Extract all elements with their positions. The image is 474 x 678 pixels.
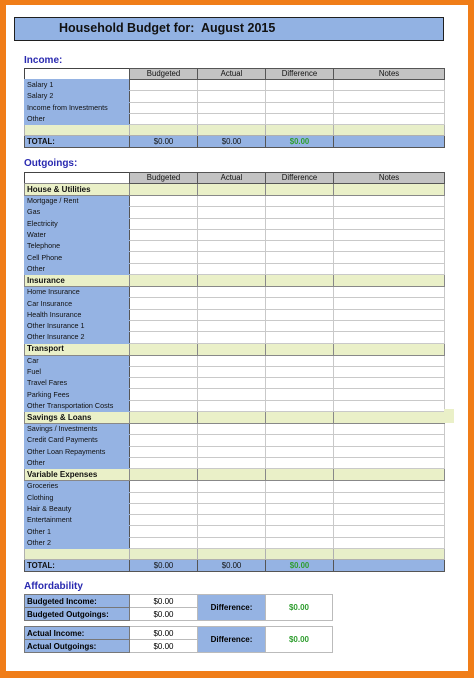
row-label: Hair & Beauty <box>25 503 130 514</box>
category-name: Savings & Loans <box>25 412 130 424</box>
table-row <box>25 80 445 91</box>
row-label: Car <box>25 355 130 366</box>
outgoings-col-header: Notes <box>334 173 445 184</box>
entry-cell[interactable] <box>130 113 198 124</box>
table-row <box>25 102 445 113</box>
entry-cell[interactable] <box>334 241 445 252</box>
budgeted-income-value[interactable]: $0.00 <box>130 595 198 608</box>
row-label: Income from Investments <box>25 102 130 113</box>
spacer-cell <box>130 125 198 136</box>
entry-cell[interactable] <box>266 287 334 298</box>
spacer-row <box>25 125 445 136</box>
entry-cell[interactable] <box>266 400 334 411</box>
entry-cell[interactable] <box>334 503 445 514</box>
row-label: Other Insurance 2 <box>25 332 130 343</box>
total-notes <box>334 560 445 572</box>
income-heading: Income: <box>24 55 63 66</box>
category-name: Insurance <box>25 275 130 287</box>
actual-difference-label: Difference: <box>198 627 266 653</box>
category-row <box>25 343 445 355</box>
entry-cell[interactable] <box>130 537 198 548</box>
entry-cell[interactable] <box>130 457 198 468</box>
entry-cell[interactable] <box>334 366 445 377</box>
row-label: Entertainment <box>25 515 130 526</box>
entry-cell[interactable] <box>198 229 266 240</box>
outgoings-header-row <box>25 173 445 184</box>
entry-cell[interactable] <box>266 457 334 468</box>
entry-cell[interactable] <box>130 332 198 343</box>
spacer-cell <box>334 125 445 136</box>
entry-cell[interactable] <box>334 446 445 457</box>
row-label: Electricity <box>25 218 130 229</box>
category-cell <box>130 184 198 196</box>
category-cell <box>334 275 445 287</box>
row-label: Other <box>25 113 130 124</box>
budgeted-outgoings-label: Budgeted Outgoings: <box>25 608 130 621</box>
entry-cell[interactable] <box>198 503 266 514</box>
row-label: Salary 1 <box>25 80 130 91</box>
income-col-header: Difference <box>266 69 334 80</box>
category-cell <box>334 412 445 424</box>
affordability-heading: Affordability <box>24 581 83 592</box>
affordability-budgeted <box>24 594 333 621</box>
spacer-cell <box>266 125 334 136</box>
table-row <box>25 320 445 331</box>
table-row <box>25 515 445 526</box>
entry-cell[interactable] <box>334 309 445 320</box>
table-row <box>25 457 445 468</box>
entry-cell[interactable] <box>198 263 266 274</box>
category-cell <box>198 343 266 355</box>
table-row <box>25 366 445 377</box>
table-row <box>25 378 445 389</box>
total-label: TOTAL: <box>25 560 130 572</box>
category-cell <box>266 184 334 196</box>
entry-cell[interactable] <box>130 229 198 240</box>
entry-cell[interactable] <box>130 207 198 218</box>
entry-cell[interactable] <box>334 457 445 468</box>
entry-cell[interactable] <box>198 424 266 435</box>
category-cell <box>198 275 266 287</box>
title-month: August 2015 <box>201 21 276 35</box>
category-cell <box>334 184 445 196</box>
entry-cell[interactable] <box>266 503 334 514</box>
table-row <box>25 91 445 102</box>
table-row <box>25 492 445 503</box>
entry-cell[interactable] <box>266 355 334 366</box>
budgeted-income-label: Budgeted Income: <box>25 595 130 608</box>
entry-cell[interactable] <box>266 389 334 400</box>
entry-cell[interactable] <box>130 102 198 113</box>
category-cell <box>334 469 445 481</box>
entry-cell[interactable] <box>334 389 445 400</box>
category-row <box>25 412 445 424</box>
entry-cell[interactable] <box>334 320 445 331</box>
total-budgeted: $0.00 <box>130 560 198 572</box>
total-budgeted: $0.00 <box>130 136 198 148</box>
row-label: Other Insurance 1 <box>25 320 130 331</box>
category-cell <box>334 343 445 355</box>
entry-cell[interactable] <box>334 526 445 537</box>
category-name: Variable Expenses <box>25 469 130 481</box>
entry-cell[interactable] <box>266 481 334 492</box>
row-label: Gas <box>25 207 130 218</box>
entry-cell[interactable] <box>130 287 198 298</box>
income-col-header: Notes <box>334 69 445 80</box>
entry-cell[interactable] <box>266 366 334 377</box>
entry-cell[interactable] <box>334 263 445 274</box>
entry-cell[interactable] <box>198 332 266 343</box>
entry-cell[interactable] <box>198 481 266 492</box>
entry-cell[interactable] <box>334 378 445 389</box>
entry-cell[interactable] <box>334 537 445 548</box>
row-label: Credit Card Payments <box>25 435 130 446</box>
entry-cell[interactable] <box>266 309 334 320</box>
entry-cell[interactable] <box>198 287 266 298</box>
row-label: Other Transportation Costs <box>25 400 130 411</box>
outgoings-col-header: Actual <box>198 173 266 184</box>
table-row <box>25 355 445 366</box>
row-label: Other <box>25 263 130 274</box>
row-label: Mortgage / Rent <box>25 196 130 207</box>
entry-cell[interactable] <box>198 355 266 366</box>
income-header-blank <box>25 69 130 80</box>
spacer-cell <box>25 549 130 560</box>
entry-cell[interactable] <box>334 424 445 435</box>
outgoings-table <box>24 172 445 572</box>
entry-cell[interactable] <box>334 515 445 526</box>
entry-cell[interactable] <box>266 196 334 207</box>
income-col-header: Actual <box>198 69 266 80</box>
entry-cell[interactable] <box>334 196 445 207</box>
entry-cell[interactable] <box>198 378 266 389</box>
table-row <box>25 252 445 263</box>
income-header-row <box>25 69 445 80</box>
entry-cell[interactable] <box>266 298 334 309</box>
entry-cell[interactable] <box>334 218 445 229</box>
entry-cell[interactable] <box>266 332 334 343</box>
row-label: Telephone <box>25 241 130 252</box>
category-name: Transport <box>25 343 130 355</box>
budgeted-difference-label: Difference: <box>198 595 266 621</box>
outgoings-heading: Outgoings: <box>24 158 78 169</box>
actual-income-value[interactable]: $0.00 <box>130 627 198 640</box>
affordability-actual <box>24 626 333 653</box>
row-label: Salary 2 <box>25 91 130 102</box>
entry-cell[interactable] <box>334 91 445 102</box>
entry-cell[interactable] <box>198 252 266 263</box>
row-label: Other Loan Repayments <box>25 446 130 457</box>
category-cell <box>130 275 198 287</box>
entry-cell[interactable] <box>130 492 198 503</box>
table-row <box>25 196 445 207</box>
entry-cell[interactable] <box>266 229 334 240</box>
actual-difference-value[interactable]: $0.00 <box>266 627 333 653</box>
entry-cell[interactable] <box>198 515 266 526</box>
table-row <box>25 241 445 252</box>
row-label: Other 1 <box>25 526 130 537</box>
row-label: Clothing <box>25 492 130 503</box>
entry-cell[interactable] <box>130 196 198 207</box>
entry-cell[interactable] <box>266 252 334 263</box>
entry-cell[interactable] <box>334 435 445 446</box>
table-row <box>25 332 445 343</box>
row-label: Travel Fares <box>25 378 130 389</box>
row-label: Parking Fees <box>25 389 130 400</box>
entry-cell[interactable] <box>266 320 334 331</box>
category-cell <box>198 184 266 196</box>
row-label: Fuel <box>25 366 130 377</box>
total-notes <box>334 136 445 148</box>
row-label: Health Insurance <box>25 309 130 320</box>
entry-cell[interactable] <box>130 218 198 229</box>
row-label: Other 2 <box>25 537 130 548</box>
entry-cell[interactable] <box>266 492 334 503</box>
entry-cell[interactable] <box>130 366 198 377</box>
category-cell <box>130 343 198 355</box>
income-col-header: Budgeted <box>130 69 198 80</box>
row-label: Car Insurance <box>25 298 130 309</box>
table-row <box>25 389 445 400</box>
entry-cell[interactable] <box>198 80 266 91</box>
entry-cell[interactable] <box>198 298 266 309</box>
table-row <box>25 503 445 514</box>
entry-cell[interactable] <box>130 80 198 91</box>
category-name: House & Utilities <box>25 184 130 196</box>
outgoings-header-blank <box>25 173 130 184</box>
entry-cell[interactable] <box>130 252 198 263</box>
income-table <box>24 68 445 148</box>
entry-cell[interactable] <box>334 252 445 263</box>
entry-cell[interactable] <box>130 91 198 102</box>
outgoings-col-header: Difference <box>266 173 334 184</box>
entry-cell[interactable] <box>130 400 198 411</box>
entry-cell[interactable] <box>198 537 266 548</box>
entry-cell[interactable] <box>266 113 334 124</box>
entry-cell[interactable] <box>266 241 334 252</box>
spacer-cell <box>198 125 266 136</box>
entry-cell[interactable] <box>198 91 266 102</box>
entry-cell[interactable] <box>266 102 334 113</box>
category-cell <box>266 343 334 355</box>
spacer-cell <box>266 549 334 560</box>
entry-cell[interactable] <box>334 80 445 91</box>
spacer-row <box>25 549 445 560</box>
category-row <box>25 469 445 481</box>
row-label: Cell Phone <box>25 252 130 263</box>
table-row <box>25 400 445 411</box>
entry-cell[interactable] <box>130 355 198 366</box>
entry-cell[interactable] <box>266 263 334 274</box>
entry-cell[interactable] <box>198 457 266 468</box>
entry-cell[interactable] <box>198 435 266 446</box>
entry-cell[interactable] <box>266 515 334 526</box>
table-row <box>25 298 445 309</box>
outgoings-col-header: Budgeted <box>130 173 198 184</box>
entry-cell[interactable] <box>266 91 334 102</box>
entry-cell[interactable] <box>198 309 266 320</box>
entry-cell[interactable] <box>334 113 445 124</box>
spacer-cell <box>198 549 266 560</box>
total-row <box>25 560 445 572</box>
entry-cell[interactable] <box>266 435 334 446</box>
actual-income-label: Actual Income: <box>25 627 130 640</box>
title-bar <box>14 17 444 41</box>
row-label: Other <box>25 457 130 468</box>
entry-cell[interactable] <box>130 435 198 446</box>
entry-cell[interactable] <box>130 503 198 514</box>
side-marker <box>444 409 454 423</box>
entry-cell[interactable] <box>334 287 445 298</box>
entry-cell[interactable] <box>266 80 334 91</box>
budgeted-outgoings-value[interactable]: $0.00 <box>130 608 198 621</box>
table-row <box>25 424 445 435</box>
entry-cell[interactable] <box>334 492 445 503</box>
entry-cell[interactable] <box>198 218 266 229</box>
entry-cell[interactable] <box>130 515 198 526</box>
category-cell <box>130 412 198 424</box>
entry-cell[interactable] <box>266 378 334 389</box>
entry-cell[interactable] <box>334 102 445 113</box>
category-cell <box>130 469 198 481</box>
entry-cell[interactable] <box>130 526 198 537</box>
entry-cell[interactable] <box>334 229 445 240</box>
entry-cell[interactable] <box>334 355 445 366</box>
table-row <box>25 263 445 274</box>
entry-cell[interactable] <box>130 263 198 274</box>
table-row <box>25 113 445 124</box>
total-actual: $0.00 <box>198 136 266 148</box>
row-label: Groceries <box>25 481 130 492</box>
table-row <box>25 309 445 320</box>
entry-cell[interactable] <box>198 400 266 411</box>
category-row <box>25 275 445 287</box>
entry-cell[interactable] <box>198 389 266 400</box>
entry-cell[interactable] <box>198 526 266 537</box>
entry-cell[interactable] <box>266 446 334 457</box>
category-cell <box>198 412 266 424</box>
total-actual: $0.00 <box>198 560 266 572</box>
spacer-cell <box>334 549 445 560</box>
entry-cell[interactable] <box>198 366 266 377</box>
total-difference: $0.00 <box>266 136 334 148</box>
entry-cell[interactable] <box>266 218 334 229</box>
entry-cell[interactable] <box>198 446 266 457</box>
entry-cell[interactable] <box>130 424 198 435</box>
actual-outgoings-label: Actual Outgoings: <box>25 640 130 653</box>
table-row <box>25 526 445 537</box>
entry-cell[interactable] <box>130 320 198 331</box>
category-cell <box>266 469 334 481</box>
entry-cell[interactable] <box>198 196 266 207</box>
entry-cell[interactable] <box>130 241 198 252</box>
entry-cell[interactable] <box>130 309 198 320</box>
row-label: Home Insurance <box>25 287 130 298</box>
spacer-cell <box>25 125 130 136</box>
entry-cell[interactable] <box>266 526 334 537</box>
category-cell <box>266 412 334 424</box>
entry-cell[interactable] <box>334 207 445 218</box>
table-row <box>25 446 445 457</box>
title-label: Household Budget for: <box>59 21 195 35</box>
total-difference: $0.00 <box>266 560 334 572</box>
table-row <box>25 229 445 240</box>
entry-cell[interactable] <box>334 298 445 309</box>
entry-cell[interactable] <box>130 446 198 457</box>
entry-cell[interactable] <box>266 537 334 548</box>
row-label: Water <box>25 229 130 240</box>
table-row <box>25 218 445 229</box>
entry-cell[interactable] <box>198 207 266 218</box>
entry-cell[interactable] <box>334 332 445 343</box>
entry-cell[interactable] <box>266 207 334 218</box>
row-label: Savings / Investments <box>25 424 130 435</box>
table-row <box>25 207 445 218</box>
entry-cell[interactable] <box>266 424 334 435</box>
entry-cell[interactable] <box>198 241 266 252</box>
category-row <box>25 184 445 196</box>
entry-cell[interactable] <box>334 481 445 492</box>
total-label: TOTAL: <box>25 136 130 148</box>
table-row <box>25 287 445 298</box>
entry-cell[interactable] <box>198 102 266 113</box>
table-row <box>25 435 445 446</box>
entry-cell[interactable] <box>130 298 198 309</box>
entry-cell[interactable] <box>334 400 445 411</box>
total-row <box>25 136 445 148</box>
spacer-cell <box>130 549 198 560</box>
category-cell <box>266 275 334 287</box>
entry-cell[interactable] <box>198 113 266 124</box>
entry-cell[interactable] <box>130 378 198 389</box>
actual-outgoings-value[interactable]: $0.00 <box>130 640 198 653</box>
entry-cell[interactable] <box>130 389 198 400</box>
table-row <box>25 481 445 492</box>
entry-cell[interactable] <box>198 492 266 503</box>
entry-cell[interactable] <box>130 481 198 492</box>
entry-cell[interactable] <box>198 320 266 331</box>
table-row <box>25 537 445 548</box>
category-cell <box>198 469 266 481</box>
budgeted-difference-value[interactable]: $0.00 <box>266 595 333 621</box>
